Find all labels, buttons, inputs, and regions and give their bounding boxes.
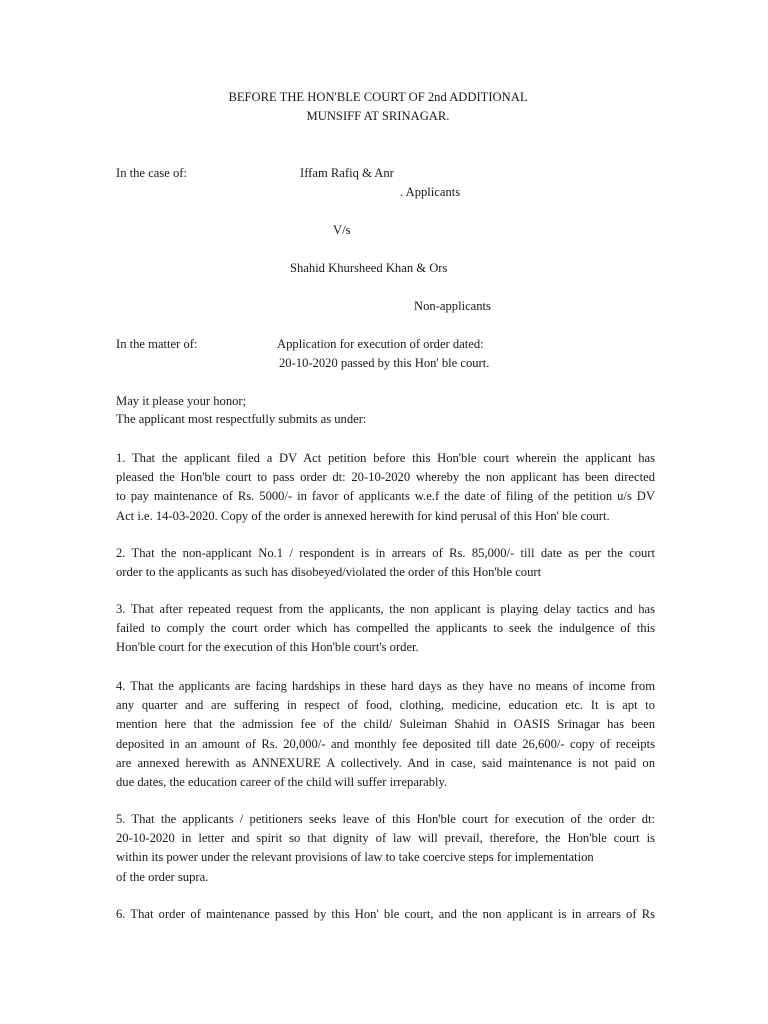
paragraph-line: 6. That order of maintenance passed by this Hon' ble court, and the non applicant is in arrears of Rs — [116, 907, 655, 921]
paragraph-line: failed to comply the court order which has compelled the applicants to seek the indulgence of this — [116, 621, 655, 636]
paragraph-line: due dates, the education career of the child will suffer irreparably. — [116, 775, 448, 790]
paragraph-line: order to the applicants as such has disobeyed/violated the order of this Hon'ble court — [116, 565, 542, 580]
paragraph-6 — [116, 905, 655, 924]
paragraph-line: any quarter and are suffering in respect of food, clothing, medicine, education etc. It is apt to — [116, 698, 655, 713]
case-label: In the case of: — [116, 166, 187, 180]
court-title-line-1: BEFORE THE HON'BLE COURT OF 2nd ADDITIONAL — [228, 90, 528, 104]
paragraph-2 — [116, 544, 655, 582]
court-title-line-2: MUNSIFF AT SRINAGAR. — [306, 109, 450, 123]
paragraph-3 — [116, 600, 655, 658]
paragraph-line: 5. That the applicants / petitioners seeks leave of this Hon'ble court for execution of the order dt: — [116, 812, 655, 826]
paragraph-line: to pay maintenance of Rs. 5000/- in favor of applicants w.e.f the date of filing of the petition u/s DV — [116, 489, 655, 504]
paragraph-line: 2. That the non-applicant No.1 / respondent is in arrears of Rs. 85,000/- till date as per the court — [116, 546, 655, 560]
paragraph-line: within its power under the relevant provisions of law to take coercive steps for implementation — [116, 850, 594, 865]
paragraph-4 — [116, 677, 655, 792]
paragraph-line: are annexed herewith as ANNEXURE A collectively. And in case, said maintenance is not paid on — [116, 755, 655, 770]
paragraph-line: 4. That the applicants are facing hardships in these hard days as they have no means of income from — [116, 679, 655, 693]
paragraph-line: 20-10-2020 in letter and spirit so that dignity of law will prevail, therefore, the Hon'ble court is — [116, 831, 655, 846]
paragraph-line: Hon'ble court for the execution of this Hon'ble court's order. — [116, 640, 419, 655]
respondents-name: Shahid Khursheed Khan & Ors — [290, 261, 448, 275]
versus-label: V/s — [333, 223, 351, 237]
salutation-line-1: May it please your honor; — [116, 394, 247, 408]
paragraph-line: deposited in an amount of Rs. 20,000/- and monthly fee deposited till date 26,600/- copy of receipts — [116, 736, 655, 751]
salutation-line-2: The applicant most respectfully submits as under: — [116, 412, 367, 426]
paragraph-line: Act i.e. 14-03-2020. Copy of the order is annexed herewith for kind perusal of this Hon' ble court. — [116, 508, 610, 523]
matter-line-1: Application for execution of order dated: — [277, 337, 484, 351]
paragraph-1 — [116, 449, 655, 526]
paragraph-5 — [116, 810, 655, 887]
paragraph-line: of the order supra. — [116, 869, 209, 884]
respondents-role: Non-applicants — [414, 299, 491, 313]
paragraph-line: 3. That after repeated request from the applicants, the non applicant is playing delay tactics and has — [116, 602, 655, 616]
paragraph-line: pleased the Hon'ble court to pass order dt: 20-10-2020 whereby the non applicant has been directed — [116, 470, 655, 485]
paragraph-line: mention here that the admission fee of the child/ Suleiman Shahid in OASIS Srinagar has been — [116, 717, 655, 732]
applicants-name: Iffam Rafiq & Anr — [300, 166, 394, 180]
matter-label: In the matter of: — [116, 337, 198, 351]
matter-line-2: 20-10-2020 passed by this Hon' ble court. — [279, 356, 490, 370]
paragraph-line: 1. That the applicant filed a DV Act petition before this Hon'ble court wherein the applicant has — [116, 451, 655, 465]
applicants-role: . Applicants — [400, 185, 461, 199]
